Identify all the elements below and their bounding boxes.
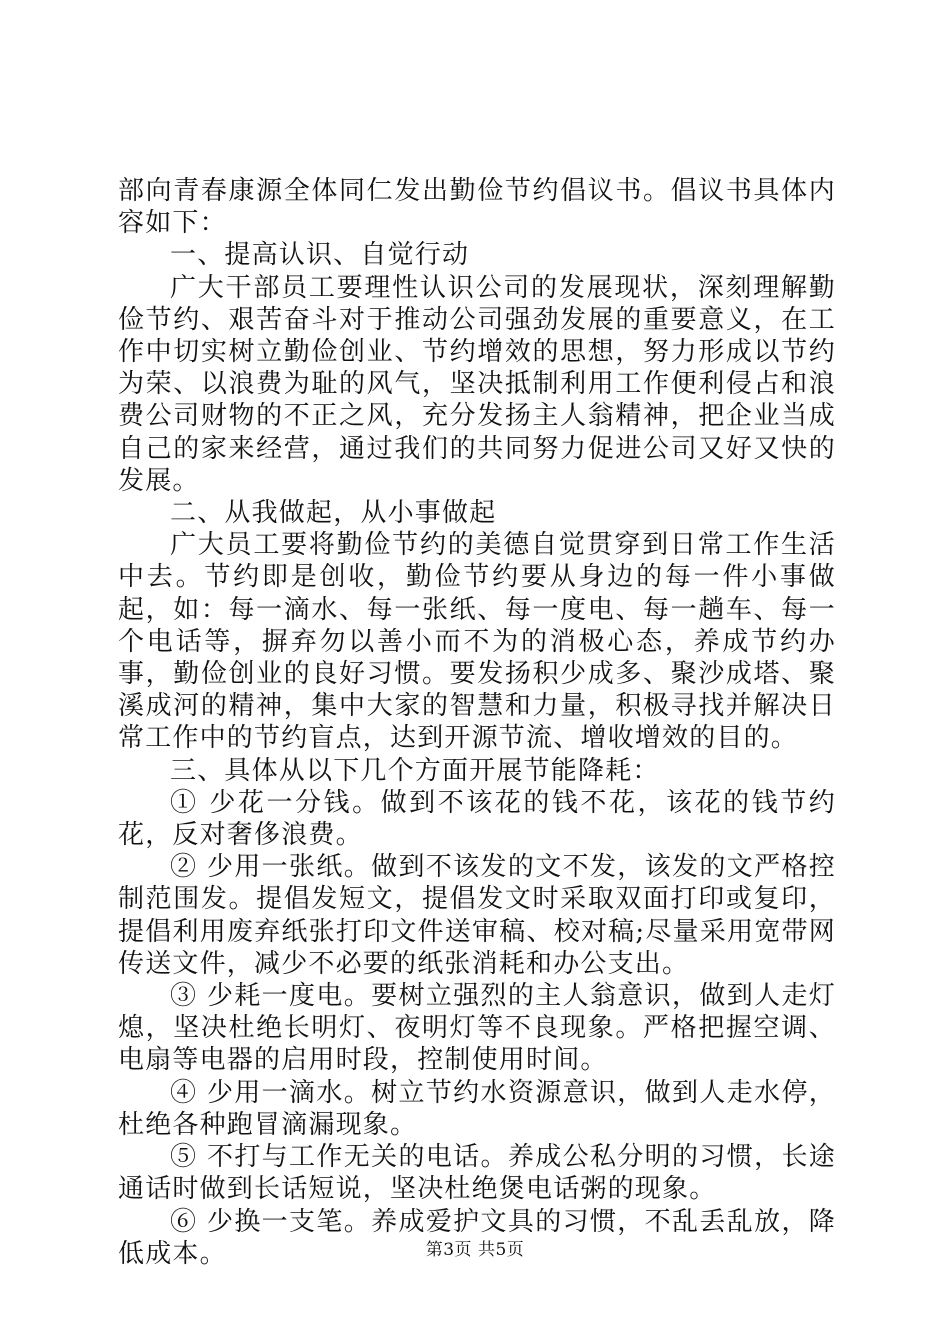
list-item-4: ④ 少用一滴水。树立节约水资源意识，做到人走水停，杜绝各种跑冒滴漏现象。 <box>118 1077 836 1140</box>
paragraph-section-2: 广大员工要将勤俭节约的美德自觉贯穿到日常工作生活中去。节约即是创收，勤俭节约要从身边的每一件小事做起，如：每一滴水、每一张纸、每一度电、每一趟车、每一个电话等，摒弃勿以善小而不为的消极心态，养成节约办事，勤俭创业的良好习惯。要发扬积少成多、聚沙成塔、聚溪成河的精神，集中大家的智慧和力量，积极寻找并解决日常工作中的节约盲点，达到开源节流、增收增效的目的。 <box>118 530 836 754</box>
list-item-2: ② 少用一张纸。做到不该发的文不发，该发的文严格控制范围发。提倡发短文，提倡发文时采取双面打印或复印，提倡利用废弃纸张打印文件送审稿、校对稿;尽量采用宽带网传送文件，减少不必要的纸张消耗和办公支出。 <box>118 852 836 979</box>
list-item-3: ③ 少耗一度电。要树立强烈的主人翁意识，做到人走灯熄，坚决杜绝长明灯、夜明灯等不良现象。严格把握空调、电扇等电器的启用时段，控制使用时间。 <box>118 981 836 1076</box>
paragraph-section-1: 广大干部员工要理性认识公司的发展现状，深刻理解勤俭节约、艰苦奋斗对于推动公司强劲发展的重要意义，在工作中切实树立勤俭创业、节约增效的思想，努力形成以节约为荣、以浪费为耻的风气，坚决抵制利用工作便利侵占和浪费公司财物的不正之风，充分发扬主人翁精神，把企业当成自己的家来经营，通过我们的共同努力促进公司又好又快的发展。 <box>118 272 836 496</box>
list-item-6: ⑥ 少换一支笔。养成爱护文具的习惯，不乱丢乱放，降低成本。 <box>118 1206 836 1269</box>
list-item-1: ① 少花一分钱。做到不该花的钱不花，该花的钱节约花，反对奢侈浪费。 <box>118 787 836 851</box>
document-body <box>118 175 836 1270</box>
paragraph-intro-continuation: 部向青春康源全体同仁发出勤俭节约倡议书。倡议书具体内容如下： <box>118 176 836 239</box>
page-number-footer: 第3页 共5页 <box>425 1240 525 1260</box>
section-heading-3: 三、具体从以下几个方面开展节能降耗： <box>170 755 660 786</box>
section-heading-2: 二、从我做起，从小事做起 <box>170 498 497 529</box>
section-heading-1: 一、提高认识、自觉行动 <box>170 240 470 271</box>
list-item-5: ⑤ 不打与工作无关的电话。养成公私分明的习惯，长途通话时做到长话短说，坚决杜绝煲电话粥的现象。 <box>118 1142 836 1205</box>
